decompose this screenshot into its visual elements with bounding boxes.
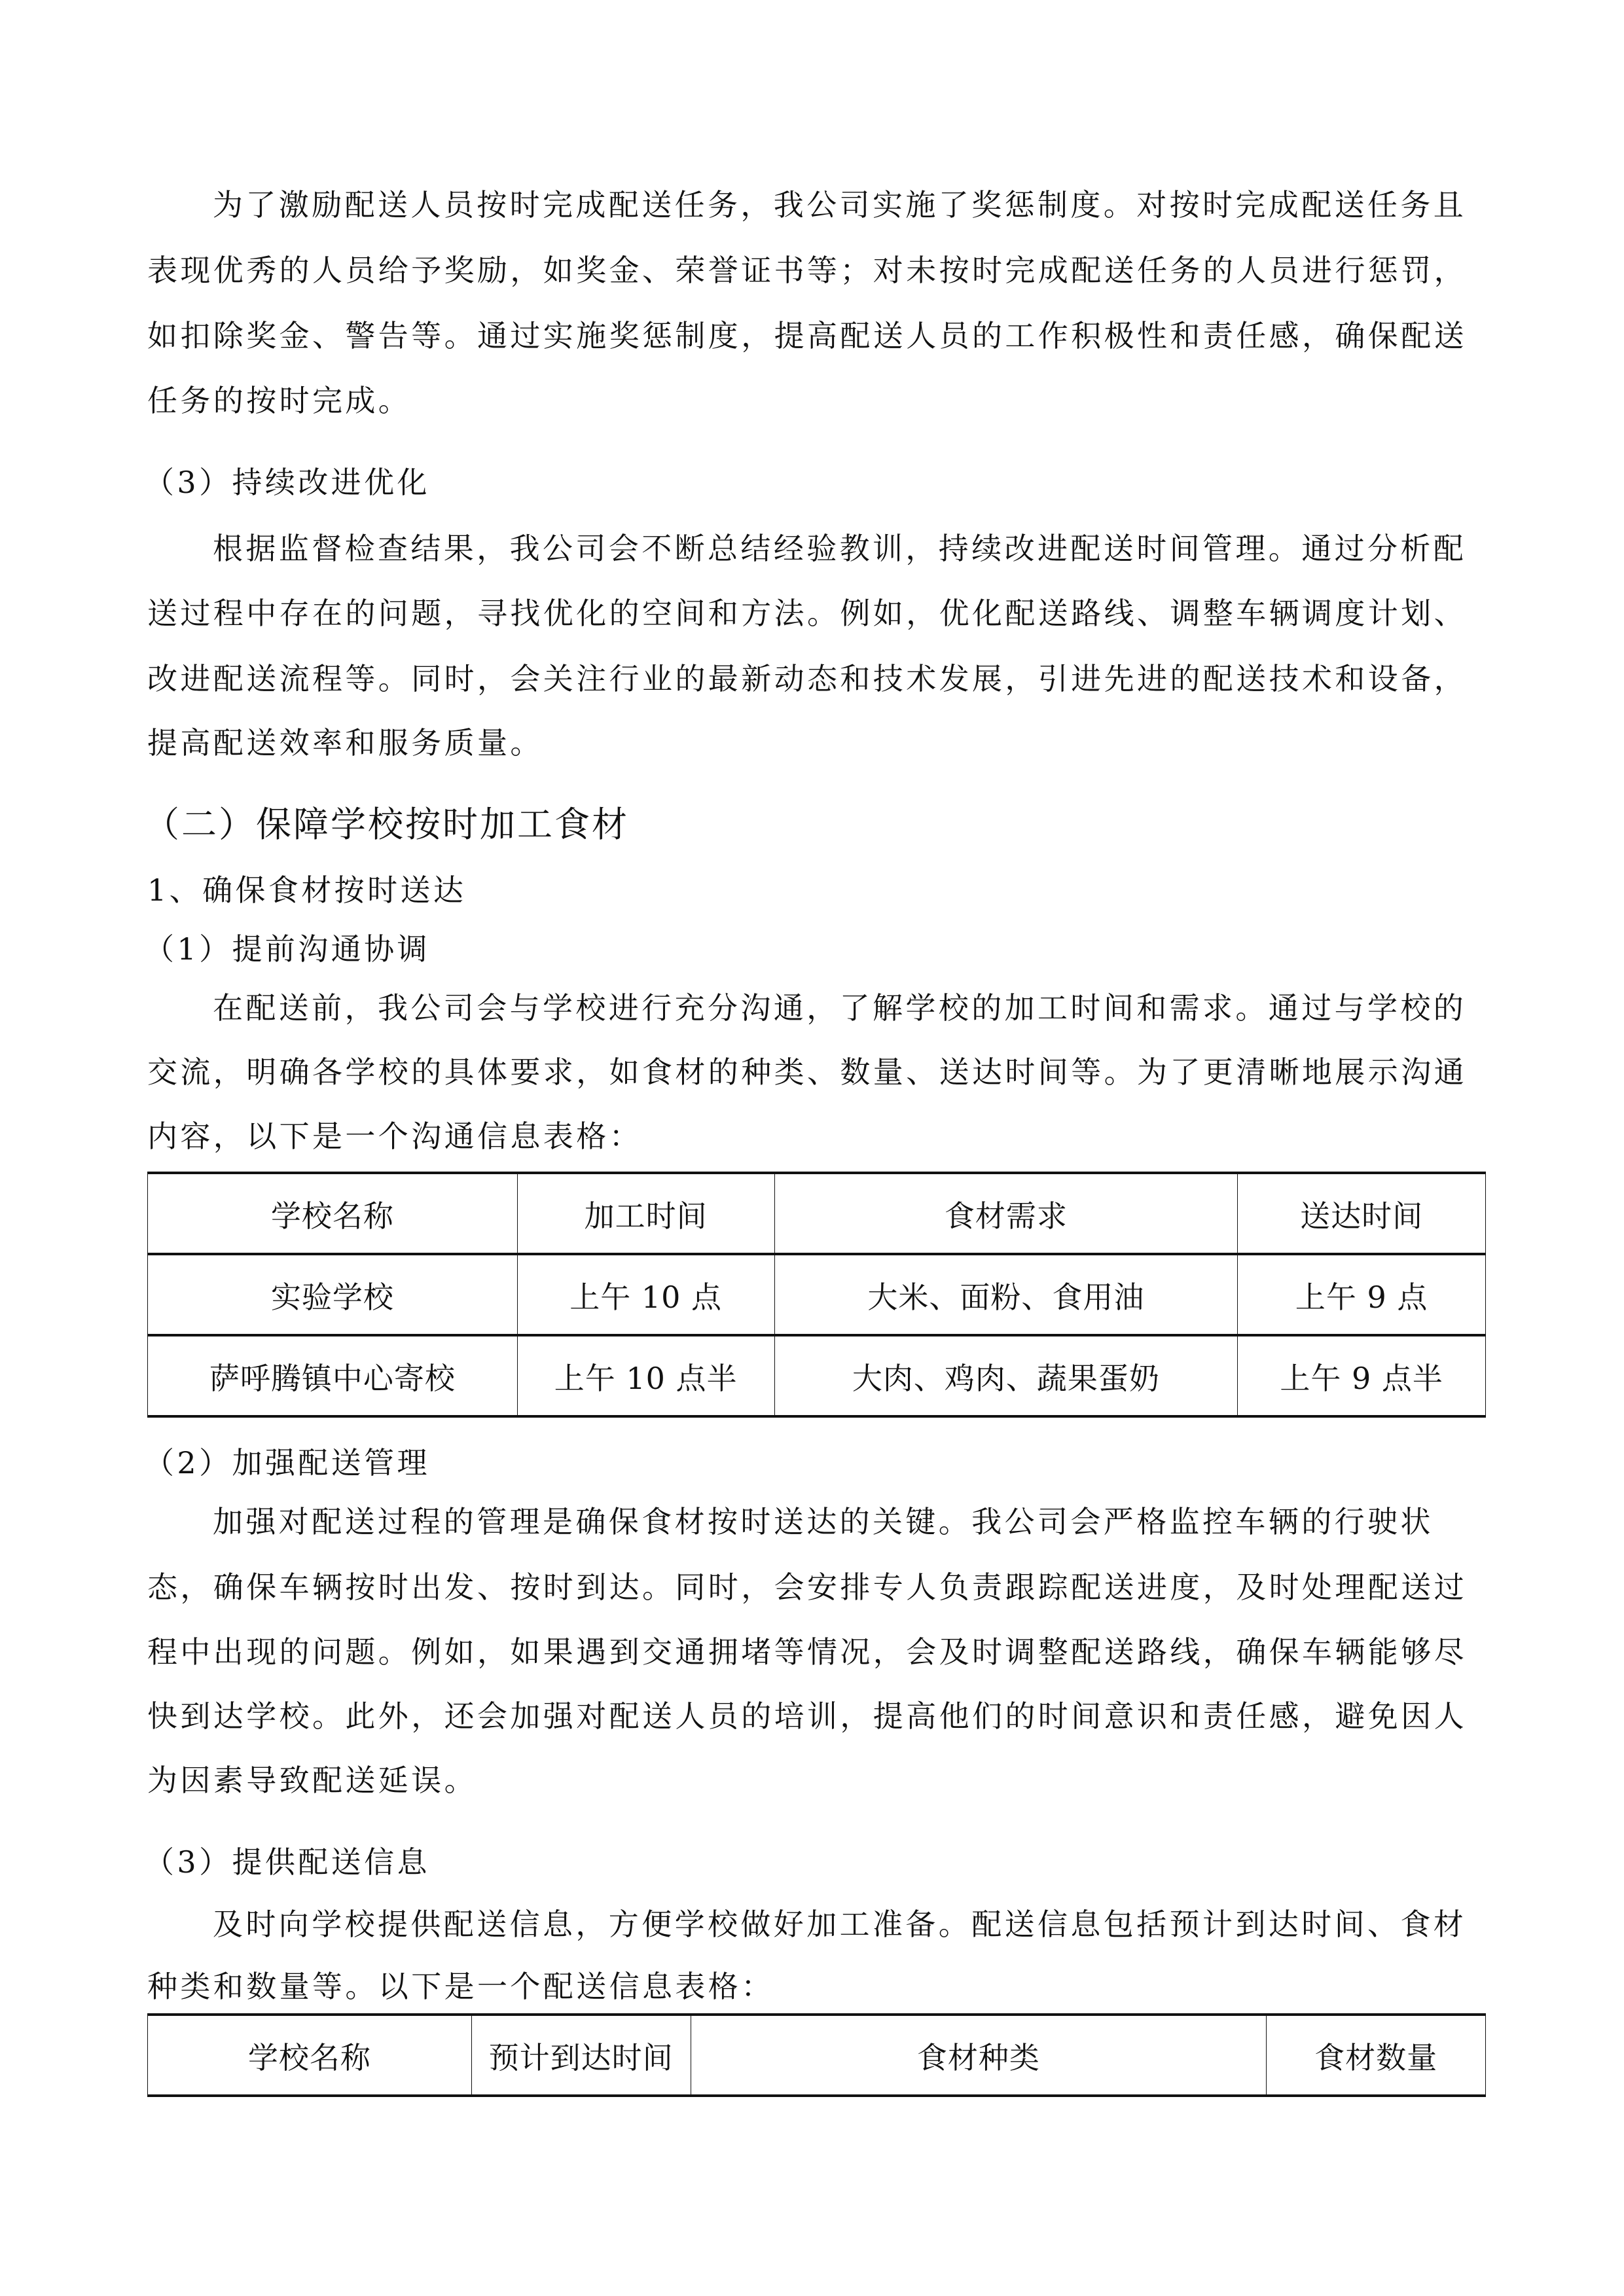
table-cell: 上午 9 点 [1238, 1254, 1486, 1335]
table-row [148, 1254, 1486, 1335]
paragraph-line: 提高配送效率和服务质量。 [147, 725, 543, 761]
table-cell: 上午 10 点 [517, 1254, 774, 1335]
table-header-cell: 学校名称 [148, 1173, 518, 1254]
paragraph-line: 在配送前，我公司会与学校进行充分沟通，了解学校的加工时间和需求。通过与学校的 [213, 990, 1467, 1026]
subheading-ensure-delivery: 1、确保食材按时送达 [147, 872, 467, 908]
paragraph-line: 根据监督检查结果，我公司会不断总结经验教训，持续改进配送时间管理。通过分析配 [213, 531, 1467, 566]
table-cell: 实验学校 [148, 1254, 518, 1335]
table-header-cell: 食材数量 [1267, 2015, 1486, 2096]
paragraph-line: 任务的按时完成。 [147, 383, 412, 418]
delivery-info-table [147, 2013, 1486, 2097]
paragraph-line: 交流，明确各学校的具体要求，如食材的种类、数量、送达时间等。为了更清晰地展示沟通 [147, 1054, 1467, 1090]
paragraph-line: 种类和数量等。以下是一个配送信息表格： [147, 1969, 774, 2004]
subheading-delivery-management: （2）加强配送管理 [144, 1445, 430, 1480]
table-cell: 上午 9 点半 [1238, 1335, 1486, 1416]
table-header-cell: 食材需求 [774, 1173, 1238, 1254]
subheading-advance-communication: （1）提前沟通协调 [144, 931, 430, 967]
paragraph-line: 态，确保车辆按时出发、按时到达。同时，会安排专人负责跟踪配送进度，及时处理配送过 [147, 1570, 1467, 1605]
communication-info-table [147, 1172, 1486, 1418]
table-cell: 上午 10 点半 [517, 1335, 774, 1416]
table-header-cell: 加工时间 [517, 1173, 774, 1254]
paragraph-line: 表现优秀的人员给予奖励，如奖金、荣誉证书等；对未按时完成配送任务的人员进行惩罚， [147, 253, 1467, 288]
subheading-delivery-info: （3）提供配送信息 [144, 1844, 430, 1880]
paragraph-line: 如扣除奖金、警告等。通过实施奖惩制度，提高配送人员的工作积极性和责任感，确保配送 [147, 318, 1467, 353]
paragraph-line: 改进配送流程等。同时，会关注行业的最新动态和技术发展，引进先进的配送技术和设备， [147, 661, 1467, 696]
paragraph-line: 内容，以下是一个沟通信息表格： [147, 1119, 642, 1154]
table-row [148, 1335, 1486, 1416]
table-cell: 大米、面粉、食用油 [774, 1254, 1238, 1335]
table-header-cell: 送达时间 [1238, 1173, 1486, 1254]
table-header-cell: 预计到达时间 [471, 2015, 691, 2096]
subheading-continuous-improvement: （3）持续改进优化 [144, 465, 430, 500]
table-header-cell: 学校名称 [148, 2015, 472, 2096]
paragraph-line: 送过程中存在的问题，寻找优化的空间和方法。例如，优化配送路线、调整车辆调度计划、 [147, 596, 1467, 631]
paragraph-line: 快到达学校。此外，还会加强对配送人员的培训，提高他们的时间意识和责任感，避免因人 [147, 1698, 1467, 1734]
section-heading: （二）保障学校按时加工食材 [144, 804, 629, 845]
paragraph-line: 及时向学校提供配送信息，方便学校做好加工准备。配送信息包括预计到达时间、食材 [213, 1907, 1467, 1942]
paragraph-line: 为因素导致配送延误。 [147, 1763, 477, 1798]
paragraph-line: 为了激励配送人员按时完成配送任务，我公司实施了奖惩制度。对按时完成配送任务且 [213, 187, 1467, 223]
paragraph-line: 程中出现的问题。例如，如果遇到交通拥堵等情况，会及时调整配送路线，确保车辆能够尽 [147, 1634, 1467, 1670]
table-header-cell: 食材种类 [691, 2015, 1267, 2096]
table-cell: 大肉、鸡肉、蔬果蛋奶 [774, 1335, 1238, 1416]
table-cell: 萨呼腾镇中心寄校 [148, 1335, 518, 1416]
paragraph-line: 加强对配送过程的管理是确保食材按时送达的关键。我公司会严格监控车辆的行驶状 [213, 1504, 1434, 1539]
